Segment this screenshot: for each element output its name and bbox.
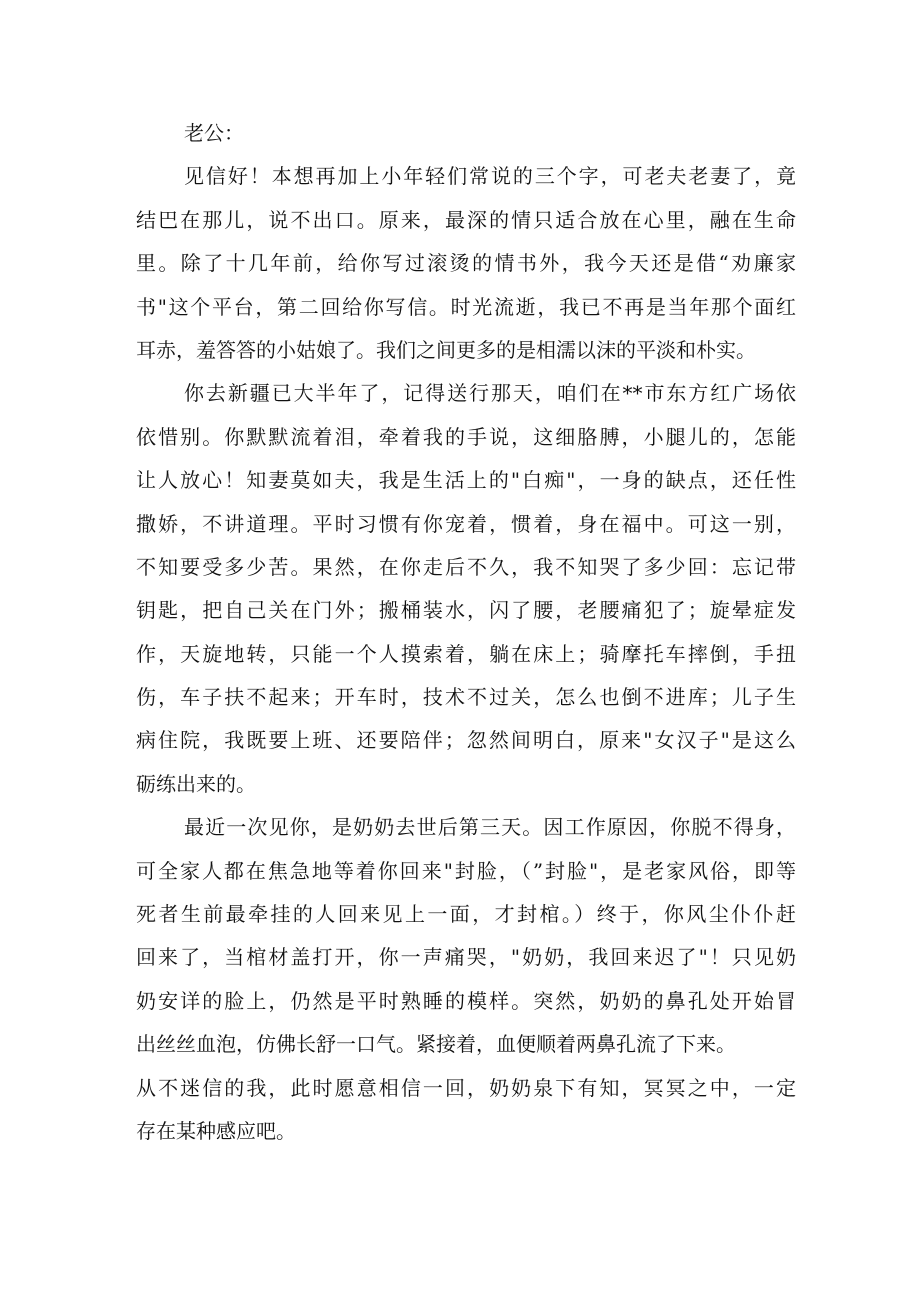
- paragraph-line: 里。除了十几年前，给你写过滚烫的情书外，我今天还是借“劝廉家: [136, 251, 796, 276]
- paragraph-line: 撒娇，不讲道理。平时习惯有你宠着，惯着，身在福中。可这一别，: [136, 511, 796, 536]
- paragraph-line: 回来了，当棺材盖打开，你一声痛哭，"奶奶，我回来迟了"！只见奶: [136, 945, 796, 970]
- paragraph-line: 依惜别。你默默流着泪，牵着我的手说，这细胳膊，小腿儿的，怎能: [136, 424, 796, 449]
- paragraph-line: 存在某种感应吧。: [136, 1118, 296, 1143]
- paragraph-line: 让人放心！知妻莫如夫，我是生活上的"白痴"，一身的缺点，还任性: [136, 468, 796, 493]
- paragraph-line: 见信好！本想再加上小年轻们常说的三个字，可老夫老妻了，竟: [184, 164, 796, 189]
- paragraph-line: 书"这个平台，第二回给你写信。时光流逝，我已不再是当年那个面红: [136, 294, 796, 319]
- paragraph-line: 钥匙，把自己关在门外；搬桶装水，闪了腰，老腰痛犯了；旋晕症发: [136, 598, 796, 623]
- paragraph-line: 最近一次见你，是奶奶去世后第三天。因工作原因，你脱不得身，: [184, 815, 796, 840]
- paragraph-line: 病住院，我既要上班、还要陪伴；忽然间明白，原来"女汉子"是这么: [136, 728, 796, 753]
- paragraph-line: 砺练出来的。: [136, 771, 256, 796]
- paragraph-line: 你去新疆已大半年了，记得送行那天，咱们在**市东方红广场依: [184, 381, 796, 406]
- paragraph-1: [136, 155, 796, 372]
- paragraph-line: 不知要受多少苦。果然，在你走后不久，我不知哭了多少回：忘记带: [136, 554, 796, 579]
- paragraph-line: 作，天旋地转，只能一个人摸索着，躺在床上；骑摩托车摔倒，手扭: [136, 641, 796, 666]
- paragraph-line: 可全家人都在焦急地等着你回来"封脸，（”封脸"，是老家风俗，即等: [136, 858, 796, 883]
- paragraph-line: 耳赤，羞答答的小姑娘了。我们之间更多的是相濡以沫的平淡和朴实。: [136, 337, 756, 362]
- paragraph-line: 伤，车子扶不起来；开车时，技术不过关，怎么也倒不进库；儿子生: [136, 685, 796, 710]
- paragraph-line: 从不迷信的我，此时愿意相信一回，奶奶泉下有知，冥冥之中，一定: [136, 1075, 796, 1100]
- paragraph-line: 结巴在那儿，说不出口。原来，最深的情只适合放在心里，融在生命: [136, 207, 796, 232]
- paragraph-line: 出丝丝血泡，仿佛长舒一口气。紧接着，血便顺着两鼻孔流了下来。: [136, 1032, 736, 1057]
- paragraph-3: [136, 806, 796, 1153]
- paragraph-line: 奶安详的脸上，仍然是平时熟睡的模样。突然，奶奶的鼻孔处开始冒: [136, 988, 796, 1013]
- letter-body: [136, 112, 796, 1153]
- salutation: 老公：: [184, 121, 244, 145]
- paragraph-2: [136, 372, 796, 806]
- paragraph-line: 死者生前最牵挂的人回来见上一面，才封棺。）终于，你风尘仆仆赶: [136, 902, 796, 927]
